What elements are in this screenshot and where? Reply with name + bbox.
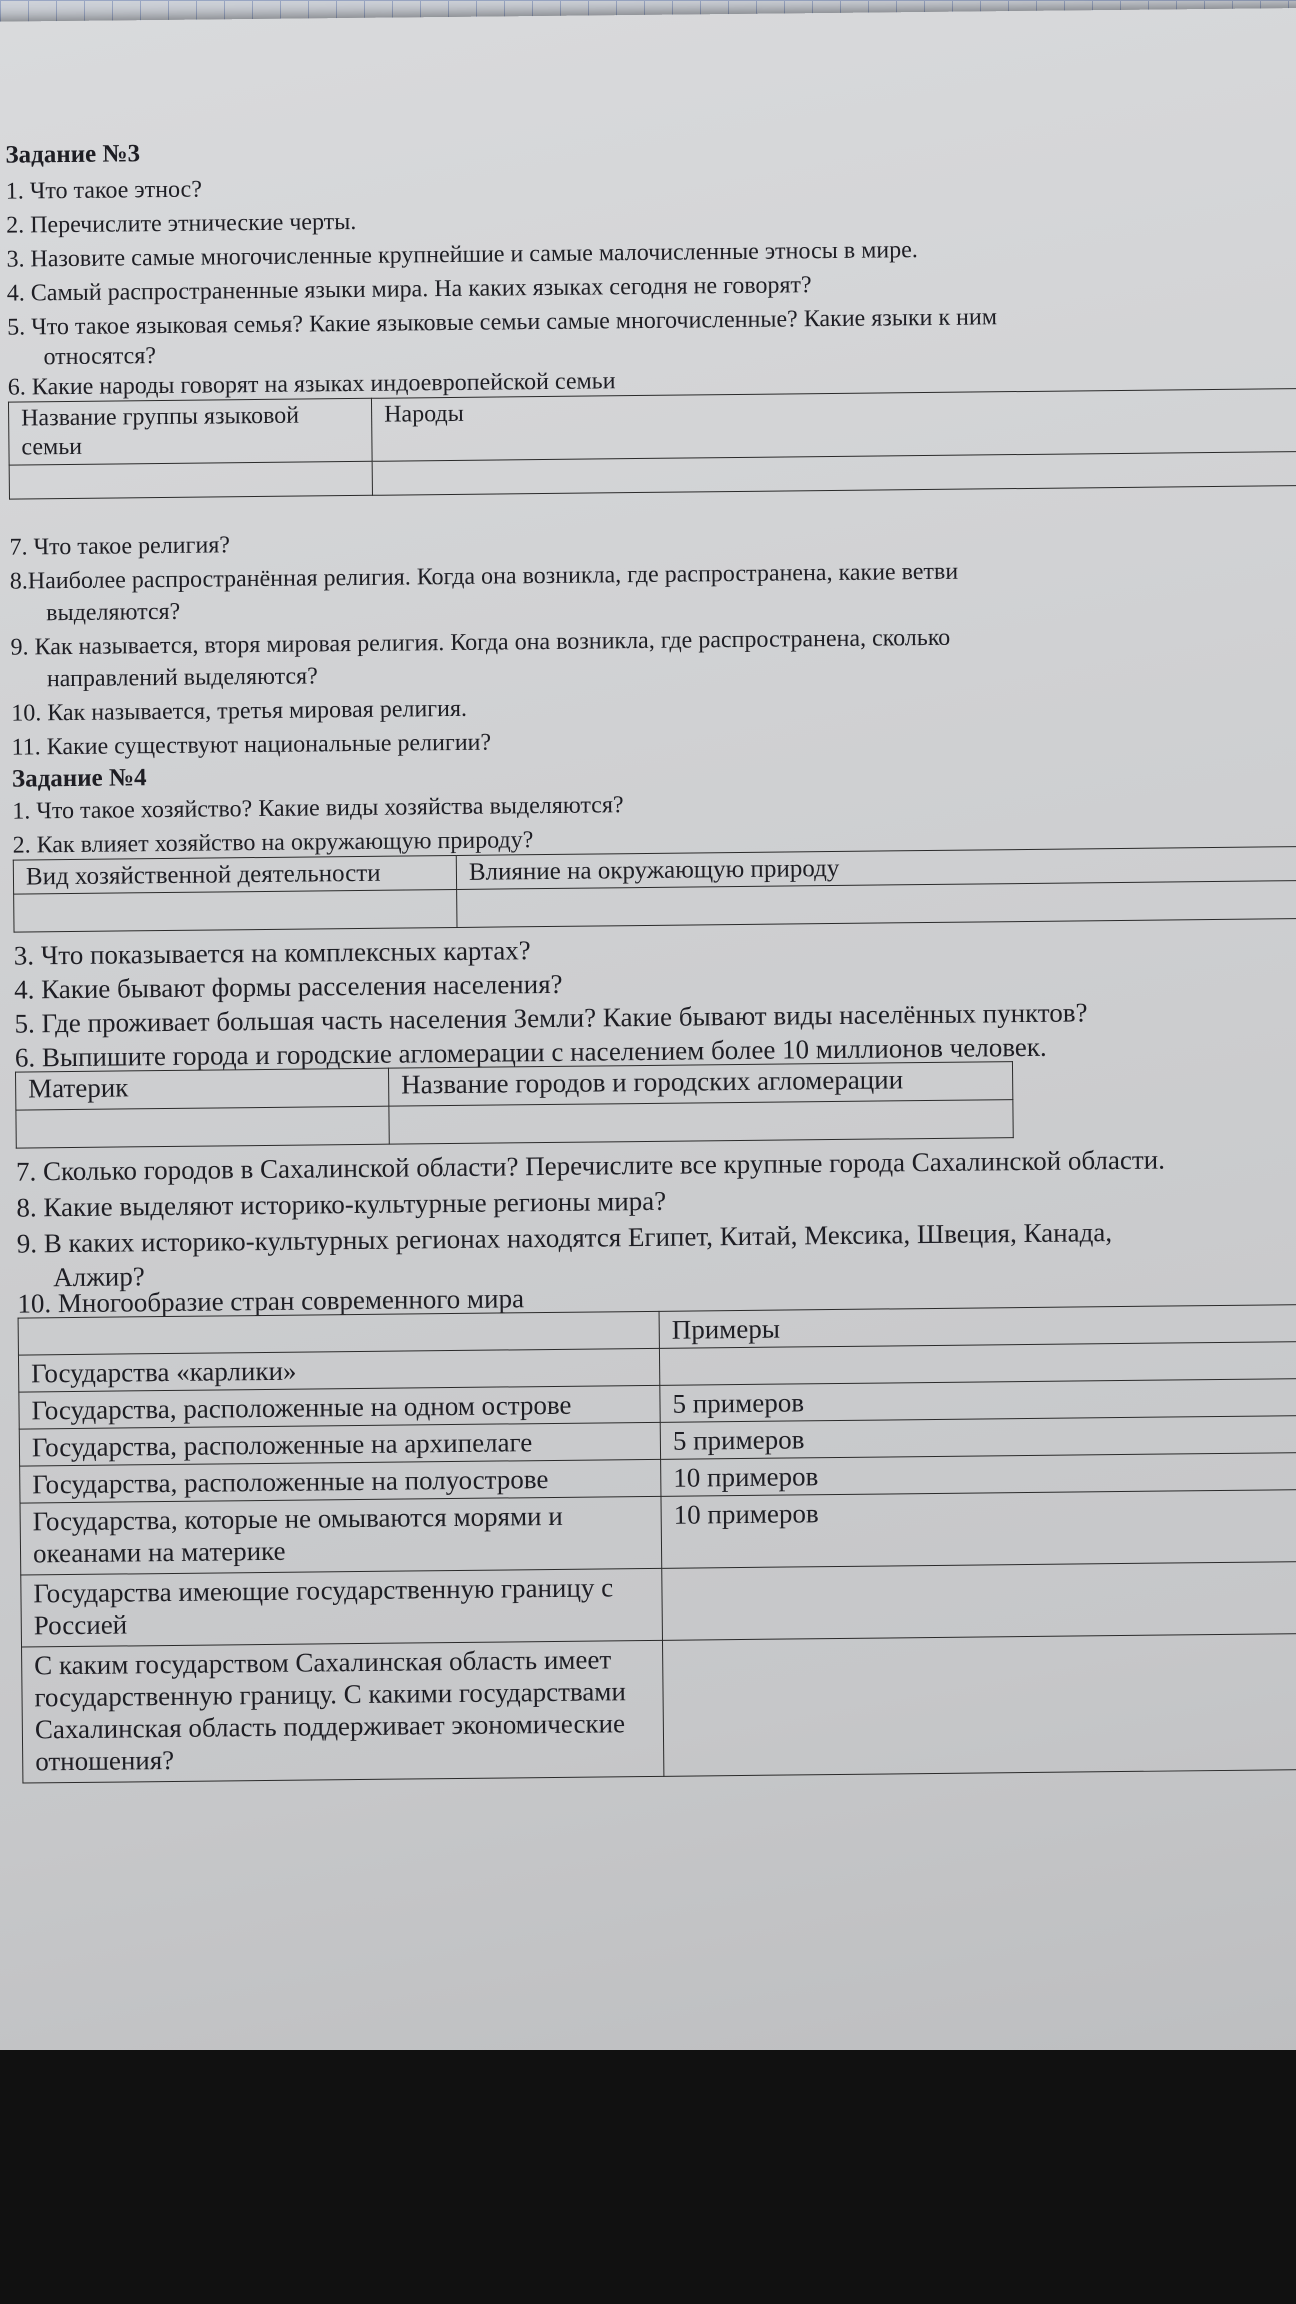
question: 2. Как влияет хозяйство на окружающую природу?: [12, 827, 534, 859]
table-row-value: [662, 1633, 1296, 1776]
language-family-table: [8, 388, 1296, 500]
table-header-cell: Название городов и городских агломерации: [388, 1062, 1012, 1107]
worksheet-page: [0, 8, 1296, 2072]
question: 7. Сколько городов в Сахалинской области? Перечислите все крупные города Сахалинской области.: [15, 1144, 1166, 1187]
question-continuation: относятся?: [43, 343, 157, 371]
task3-heading: Задание №3: [5, 140, 141, 169]
table-row-label: Государства имеющие государственную границу с Россией: [21, 1568, 663, 1647]
question: 8.Наиболее распространённая религия. Когда она возникла, где распространена, какие ветви: [9, 558, 959, 595]
question: 9. Как называется, вторя мировая религия. Когда она возникла, где распространена, сколько: [10, 624, 951, 661]
table-row-label: Государства, которые не омываются морями и океанами на материке: [20, 1496, 662, 1575]
table-row-label: Государства, расположенные на полуострове: [20, 1459, 661, 1503]
question: 5. Где проживает большая часть населения Земли? Какие бывают виды населённых пунктов?: [14, 997, 1088, 1039]
dark-background: [0, 2050, 1296, 2304]
table-row-value: 10 примеров: [661, 1489, 1296, 1568]
question: 3. Назовите самые многочисленные крупнейшие и самые малочисленные этносы в мире.: [6, 237, 918, 273]
question: 5. Что такое языковая семья? Какие языковые семьи самые многочисленные? Какие языки к ним: [7, 304, 998, 341]
question-continuation: Алжир?: [52, 1261, 145, 1293]
table-cell-empty: [457, 880, 1296, 927]
table-row-label: Государства «карлики»: [18, 1348, 659, 1392]
table-header-cell: Примеры: [659, 1304, 1296, 1348]
table-row-label: Государства, расположенные на архипелаге: [19, 1422, 660, 1466]
table-header-cell: Народы: [371, 388, 1296, 461]
question: 1. Что такое этнос?: [5, 176, 203, 205]
table-row-value: 10 примеров: [661, 1452, 1296, 1496]
question: 6. Какие народы говорят на языках индоевропейской семьи: [7, 368, 616, 401]
table-cell-empty: [9, 461, 372, 499]
table-row-value: 5 примеров: [660, 1378, 1296, 1422]
table-row-label: С каким государством Сахалинская область имеет государственную границу. С какими государствами Сахалинская область поддерживает экономические отношения?: [22, 1640, 664, 1783]
economy-table: [13, 846, 1296, 933]
question-continuation: выделяются?: [46, 598, 181, 627]
question: 6. Выпишите города и городские агломерации с населением более 10 миллионов человек.: [14, 1031, 1047, 1073]
question: 11. Какие существуют национальные религии?: [11, 729, 492, 761]
question: 7. Что такое религия?: [9, 532, 231, 561]
table-cell-empty: [389, 1100, 1013, 1145]
table-header-cell: Вид хозяйственной деятельности: [13, 855, 456, 894]
question: 9. В каких историко-культурных регионах находятся Египет, Китай, Мексика, Швеция, Канада,: [16, 1217, 1113, 1259]
question: 4. Какие бывают формы расселения населения?: [13, 968, 563, 1005]
question: 4. Самый распространенные языки мира. На каких языках сегодня не говорят?: [6, 272, 812, 307]
question: 8. Какие выделяют историко-культурные регионы мира?: [16, 1185, 667, 1223]
question: 3. Что показывается на комплексных картах?: [13, 935, 531, 971]
table-row-value: [662, 1561, 1296, 1640]
question: 10. Как называется, третья мировая религия.: [11, 695, 468, 727]
table-cell-empty: [14, 889, 457, 932]
table-header-cell: Материк: [15, 1068, 388, 1110]
question: 1. Что такое хозяйство? Какие виды хозяйства выделяются?: [12, 792, 624, 825]
table-row-value: 5 примеров: [660, 1415, 1296, 1459]
megacities-table: [15, 1061, 1014, 1148]
table-header-cell: Влияние на окружающую природу: [456, 846, 1296, 889]
question: 10. Многообразие стран современного мира: [17, 1283, 525, 1319]
table-cell-empty: [16, 1106, 389, 1148]
question-continuation: направлений выделяются?: [46, 663, 318, 693]
table-row-label: Государства, расположенные на одном острове: [19, 1385, 660, 1429]
table-header-cell: Название группы языковой семьи: [8, 398, 372, 465]
countries-table: [18, 1304, 1296, 1784]
task4-heading: Задание №4: [11, 764, 147, 793]
question: 2. Перечислите этнические черты.: [5, 208, 357, 239]
